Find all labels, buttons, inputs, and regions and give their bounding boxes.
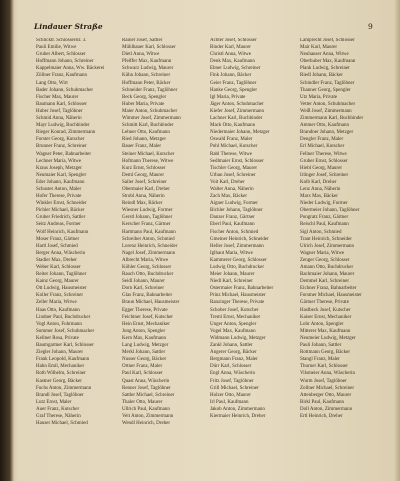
directory-entry: Engl Anna, Wäscherin [210, 371, 256, 377]
directory-entry: Doll Anton, Zimmermann [300, 406, 353, 412]
directory-entry: Eberl Paul, Kaufmann [210, 222, 255, 228]
directory-entry: Lamprecht Josef, Schlosser [300, 38, 355, 43]
directory-entry: Baumann Karl, Schlosser [36, 101, 87, 107]
directory-entry: Kiermaier Heinrich, Dreher [210, 413, 266, 419]
directory-entry: Plank Ludwig, Schreiner [300, 66, 350, 72]
directory-entry: Mitterer Max, Kaufmann [300, 328, 351, 334]
directory-entry: Riedl Johann, Bäcker [300, 73, 343, 79]
directory-entry: Schmid Anna, Näherin [36, 116, 82, 122]
directory-entry: Ranzinger Therese, Private [210, 300, 265, 306]
directory-entry: Hanke Georg, Spengler [210, 87, 257, 93]
directory-entry: Brandl Josef, Taglöhner [36, 392, 84, 398]
directory-entry: Berger Anna, Wäscherin [36, 250, 86, 256]
directory-entry: Angerer Georg, Bäcker [210, 350, 257, 356]
directory-entry: Geier Franz, Taglöhner [210, 80, 257, 86]
directory-entry: Mühlbauer Karl, Schlosser [122, 45, 176, 51]
directory-entry: Hoffmann Peter, Bäcker [122, 80, 171, 86]
directory-entry: Bachmaier Johann, Maurer [300, 272, 355, 278]
directory-entry: Oswald Franz, Maler [210, 137, 253, 143]
directory-entry: Kraus Joseph, Metzger [36, 165, 82, 171]
directory-entry: Nusser Georg, Bäcker [122, 357, 167, 363]
directory-column-4 [300, 38, 386, 474]
directory-entry: Forstner Michael, Hausmeister [300, 293, 362, 299]
directory-entry: Hahn Emil, Mechaniker [36, 364, 85, 370]
directory-entry: Denk Max, Kaufmann [210, 59, 255, 65]
directory-entry: Lang Otto, Wirt [36, 80, 68, 86]
directory-entry: Erl Michael, Kutscher [300, 144, 345, 150]
directory-entry: Voit Karl, Dreher [210, 179, 245, 185]
directory-entry: Feichtner Josef, Kutscher [122, 314, 173, 320]
directory-entry: Gruber Albert, Schlosser [36, 52, 86, 58]
directory-entry: Grill Michael, Schreiner [210, 385, 259, 391]
directory-entry: Neuhauser Anna, Witwe [300, 52, 349, 58]
directory-entry: Lechner Maria, Witwe [36, 158, 82, 164]
directory-entry: Forster Georg, Kutscher [36, 137, 85, 143]
directory-entry: Lorenz Heinrich, Schneider [122, 243, 178, 249]
directory-entry: Dorn Karl, Schreiner [122, 286, 165, 292]
directory-entry: Kurz Ernst, Schlosser [122, 165, 166, 171]
directory-entry: Vogel Max, Kaufmann [210, 328, 256, 334]
directory-entry: Danzer Franz, Gärtner [210, 215, 255, 221]
directory-entry: Hartl Josef, Schmied [36, 243, 78, 249]
directory-entry: Beck Georg, Spengler [122, 94, 167, 100]
directory-entry: Marx Max, Bäcker [300, 194, 338, 200]
directory-entry: Ludwig Otto, Buchdrucker [210, 265, 265, 270]
directory-entry: Schneider Franz, Taglöhner [122, 87, 178, 93]
directory-entry: Hiebl Georg, Maurer [300, 165, 342, 171]
directory-entry: Fischer Anton, Schmied [210, 229, 259, 235]
directory-entry: Meier Johann, Maurer [210, 272, 255, 278]
directory-entry: Holzer Otto, Maurer [210, 392, 251, 398]
directory-entry: Zach Max, Bäcker [210, 194, 248, 200]
directory-entry: Obermaier Karl, Dreher [122, 186, 170, 192]
directory-entry: Kainz Georg, Maurer [36, 279, 79, 285]
directory-entry: Dengler Franz, Maler [300, 137, 344, 143]
directory-entry: Kammerer Georg, Schlosser [210, 257, 267, 263]
directory-entry: Thurner Karl, Schlosser [300, 364, 348, 370]
directory-entry: Schreiber Anton, Schmied [122, 236, 175, 242]
directory-entry: Prinz Michael, Hausmeister [210, 293, 266, 299]
directory-entry: Reiter Johann, Taglöhner [36, 272, 87, 278]
directory-entry: Bader Johann, Schuhmacher [36, 87, 94, 93]
directory-entry: Eder Johann, Kaufmann [36, 179, 85, 185]
directory-entry: Obermeier Johann, Taglöhner [300, 208, 360, 214]
directory-entry: Hartmann Paul, Kaufmann [122, 229, 176, 235]
directory-entry: Hauser Michael, Schmied [36, 421, 88, 427]
page-number: 9 [368, 22, 373, 31]
directory-entry: Baumgartner Karl, Schlosser [36, 343, 94, 349]
directory-entry: Lohr Anton, Spengler [300, 321, 344, 327]
directory-entry: Rauch Otto, Buchdrucker [122, 272, 174, 278]
directory-entry: Maier Anton, Schuhmacher [122, 108, 178, 114]
directory-entry: Rieger Konrad, Zimmermann [36, 130, 96, 136]
directory-entry: Igl Maria, Private [210, 94, 246, 100]
directory-entry: Huber Maria, Private [122, 101, 165, 107]
directory-entry: Gmeiner Heinrich, Schneider [210, 236, 269, 242]
directory-entry: Dürr Karl, Schlosser [210, 364, 252, 370]
directory-entry: Kern Max, Kaufmann [122, 335, 167, 341]
directory-entry: Eichner Franz, Bahnarbeiter [300, 286, 357, 292]
directory-entry: Iglhaut Maria, Witwe [210, 250, 253, 256]
directory-entry: Nagel Josef, Zimmermann [122, 250, 176, 256]
directory-entry: Frank Leopold, Kaufmann [36, 357, 90, 363]
directory-entry: Rottmann Georg, Bäcker [300, 350, 351, 356]
directory-entry: Lehner Otto, Kaufmann [122, 130, 170, 136]
directory-entry: Gruber Ernst, Schlosser [300, 158, 348, 164]
directory-entry: Schwarz Ludwig, Maurer [122, 66, 174, 72]
directory-entry: Attenberger Otto, Maurer [300, 392, 352, 398]
directory-entry: Oberhuber Max, Kaufmann [300, 59, 356, 65]
directory-entry: Christl Anna, Witwe [210, 52, 251, 58]
directory-entry: Niedl Karl, Schreiner [210, 279, 253, 285]
directory-entry: Nieder Ludwig, Former [300, 201, 348, 207]
directory-entry: Mack Otto, Kaufmann [210, 123, 256, 129]
directory-column-3 [210, 38, 294, 474]
directory-entry: Reischl Paul, Kaufmann [300, 222, 349, 228]
directory-entry: Vilsmeier Anna, Wäscherin [300, 371, 356, 377]
directory-entry: Fuchs Anton, Zimmermann [36, 385, 92, 391]
directory-entry: Ebner Ludwig, Schreiner [210, 66, 261, 72]
book-spine [0, 0, 14, 481]
directory-entry: Brandner Johann, Metzger [300, 130, 354, 136]
directory-entry: Pfeiffer Max, Kaufmann [122, 59, 172, 65]
directory-entry: Aigner Ludwig, Former [210, 201, 258, 207]
directory-entry: Kellner Rosa, Private [36, 335, 79, 341]
directory-entry: Quast Anna, Wäscherin [122, 378, 170, 384]
directory-entry: Schindler Franz, Taglöhner [300, 80, 355, 86]
directory-entry: Hein Ernst, Mechaniker [122, 321, 170, 327]
directory-entry: Seitz Andreas, Former [36, 222, 81, 228]
page-edge [394, 0, 400, 481]
directory-entry: Lang Ludwig, Metzger [122, 343, 169, 349]
directory-entry: Zenger Georg, Schlosser [300, 257, 350, 263]
directory-entry: Wurm Josef, Taglöhner [300, 378, 347, 384]
directory-entry: Steiner Michael, Kutscher [122, 151, 175, 157]
directory-entry: Kühn Johann, Schreiner [122, 73, 171, 79]
directory-entry: Heller Josef, Zimmermann [210, 243, 264, 249]
directory-entry: Sailer Josef, Schreiner [122, 179, 167, 185]
directory-entry: Zimmermann Karl, Buchbinder [300, 116, 364, 122]
directory-entry: Stangl Franz, Maler [300, 357, 340, 363]
directory-entry: Bichler Johann, Taglöhner [210, 208, 263, 214]
directory-entry: Fellner Therese, Witwe [300, 151, 347, 157]
directory-entry: Lindner Paul, Buchdrucker [36, 314, 91, 320]
directory-entry: Ertl Heinrich, Dreher [300, 413, 343, 419]
directory-entry: Haas Otto, Kaufmann [36, 307, 80, 313]
directory-entry: Wiesner Ludwig, Former [122, 208, 173, 214]
directory-entry: Roth Wilhelm, Schreiner [36, 371, 86, 377]
directory-entry: Demmel Karl, Schreiner [300, 279, 350, 285]
directory-entry: Pohl Michael, Kutscher [210, 144, 258, 150]
directory-entry: Weber Karl, Schlosser [36, 265, 81, 270]
directory-entry: Schmitt Karl, Buchbinder [122, 123, 174, 129]
directory-entry: Albrecht Maria, Witwe [122, 257, 169, 263]
directory-entry: Fritz Josef, Taglöhner [210, 378, 254, 384]
directory-entry: Schlicktr. Schlosserstr. 3. [36, 38, 87, 43]
directory-entry: Unger Anton, Spengler [210, 321, 257, 327]
directory-entry: Braun Michael, Hausmeister [122, 300, 180, 306]
directory-entry: Ullrich Paul, Kaufmann [122, 406, 170, 412]
directory-entry: Ortner Franz, Maler [122, 364, 163, 370]
directory-column-2 [122, 38, 206, 474]
directory-entry: Lutz Ernst, Maler [36, 399, 72, 405]
directory-entry: Winkler Ernst, Schneider [36, 201, 87, 207]
directory-entry: Walter Anna, Näherin [210, 186, 254, 192]
directory-entry: Wagner Peter, Bahnarbeiter [36, 151, 92, 157]
directory-entry: Binder Karl, Maurer [210, 45, 251, 51]
directory-entry: Koller Franz, Schreiner [36, 293, 84, 299]
directory-entry: Haslbeck Josef, Kutscher [300, 307, 351, 313]
directory-entry: Schuster Anton, Maler [36, 186, 82, 192]
directory-entry: Ried Johann, Metzger [122, 137, 167, 143]
running-head: Lindauer Straße [34, 22, 103, 31]
directory-entry: Jäger Anton, Schuhmacher [210, 101, 264, 107]
directory-entry: Hoffmann Johann, Schreiner [36, 59, 94, 65]
directory-entry: Fischer Max, Maurer [36, 94, 79, 100]
directory-entry: Kerscher Franz, Gärtner [122, 222, 171, 228]
directory-entry: Neumeier Ludwig, Metzger [300, 335, 356, 341]
directory-entry: Wendl Heinrich, Dreher [122, 421, 171, 427]
directory-entry: Gerstl Johann, Taglöhner [122, 215, 173, 221]
directory-entry: Mayr Ludwig, Buchbinder [36, 123, 90, 129]
directory-entry: Brunner Franz, Schreiner [36, 144, 87, 150]
directory-entry: Weiß Josef, Zimmermann [300, 108, 352, 114]
directory-entry: Ziegler Johann, Maurer [36, 350, 84, 356]
directory-entry: Neumaier Karl, Spengler [36, 172, 87, 178]
directory-entry: Moser Franz, Gärtner [36, 236, 80, 242]
directory-entry: Vogl Anton, Fuhrmann [36, 321, 82, 327]
directory-entry: Irlinger Josef, Schreiner [300, 172, 349, 178]
directory-entry: Kolb Karl, Dreher [300, 179, 337, 185]
directory-entry: Sattler Michael, Schreiner [122, 392, 175, 398]
directory-entry: Sommer Josef, Schuhmacher [36, 328, 95, 334]
directory-entry: Huber Josef, Taglöhner [36, 108, 83, 114]
directory-entry: Irl Paul, Kaufmann [210, 399, 249, 405]
directory-entry: Schober Josef, Kutscher [210, 307, 259, 313]
directory-entry: Utz Maria, Private [300, 94, 338, 100]
directory-entry: Vetter Anton, Schuhmacher [300, 101, 356, 107]
directory-entry: Lenz Anna, Näherin [300, 186, 341, 192]
directory-column-1 [36, 38, 120, 474]
directory-entry: Thaler Otto, Maurer [122, 399, 163, 405]
directory-entry: Pauli Emilie, Witwe [36, 45, 77, 51]
directory-entry: Zankl Johann, Sattler [210, 343, 253, 349]
directory-entry: Fink Johann, Bäcker [210, 73, 252, 79]
directory-entry: Amann Otto, Buchdrucker [300, 265, 354, 270]
directory-entry: Zeller Maria, Witwe [36, 300, 77, 306]
directory-entry: Jung Anton, Spengler [122, 328, 166, 334]
directory-entry: Rabl Therese, Witwe [210, 151, 252, 157]
directory-entry: Zöllner Franz, Kaufmann [36, 73, 87, 79]
directory-entry: Kaiser Ernst, Mechaniker [300, 314, 352, 320]
directory-entry: Merkl Johann, Sattler [122, 350, 166, 356]
directory-entry: Stadler Max, Dreher [36, 257, 77, 263]
directory-entry: Deml Georg, Maurer [122, 172, 164, 178]
directory-entry: Treml Ernst, Mechaniker [210, 314, 261, 320]
directory-entry: Reindl Max, Bäcker [122, 201, 163, 207]
directory-entry: Paul Karl, Schlosser [122, 371, 163, 377]
directory-entry: Hofer Therese, Private [36, 194, 82, 200]
directory-entry: Renner Josef, Taglöhner [122, 385, 171, 391]
directory-entry: Wimmer Josef, Zimmermann [122, 116, 181, 122]
directory-entry: Urban Josef, Schreiner [210, 172, 256, 178]
directory-entry: Ulrich Josef, Zimmermann [300, 243, 355, 249]
directory-entry: Achter Josef, Schlosser [210, 38, 257, 43]
directory-entry: Niedermaier Johann, Metzger [210, 130, 270, 136]
directory-entry: Tischler Georg, Maurer [210, 165, 258, 171]
directory-entry: Thanner Georg, Spengler [300, 87, 351, 93]
directory-entry: Bauer Franz, Maler [122, 144, 162, 150]
directory-entry: Kappelmaier Anna, Ww. Bäckerei [36, 66, 105, 72]
directory-entry: Wagner Maria, Witwe [300, 250, 345, 256]
directory-entry: Kiefer Josef, Zimmermann [210, 108, 265, 114]
directory-entry: Gruber Friedrich, Sattler [36, 215, 86, 221]
directory-entry: Jakob Anton, Zimmermann [210, 406, 265, 412]
directory-entry: Traut Heinrich, Schneider [300, 236, 352, 242]
directory-entry: Strobl Anna, Näherin [122, 194, 165, 200]
directory-entry: Zollner Michael, Schreiner [300, 385, 355, 391]
directory-entry: Ammer Otto, Kaufmann [300, 123, 350, 129]
directory-entry: Graf Therese, Näherin [36, 413, 81, 419]
directory-entry: Seidl Johann, Maurer [122, 279, 165, 285]
directory-entry: Pauli Johann, Sattler [300, 343, 342, 349]
directory-entry: Kastner Georg, Bäcker [36, 378, 82, 384]
directory-entry: Veit Anton, Zimmermann [122, 413, 174, 419]
directory-entry: Ott Ludwig, Hausmeister [36, 286, 87, 292]
directory-entry: Birkl Paul, Kaufmann [300, 399, 345, 405]
directory-entry: Rainer Josef, Sattler [122, 38, 163, 43]
directory-entry: Dietl Anna, Witwe [122, 52, 160, 58]
directory-entry: Ostermaier Franz, Bahnarbeiter [210, 286, 274, 292]
directory-entry: Egger Therese, Private [122, 307, 168, 313]
directory-entry: Pichler Michael, Bäcker [36, 208, 85, 214]
directory-entry: Köhler Georg, Schlosser [122, 265, 172, 270]
directory-entry: Lachner Karl, Buchbinder [210, 116, 263, 122]
directory-entry: Pongratz Franz, Gärtner [300, 215, 349, 221]
directory-entry: Widmann Ludwig, Metzger [210, 335, 266, 341]
directory-entry: Glas Franz, Bahnarbeiter [122, 293, 173, 299]
directory-entry: Wolf Heinrich, Kaufmann [36, 229, 89, 235]
directory-entry: Hofmann Therese, Witwe [122, 158, 174, 164]
directory-entry: Sedlmaier Ernst, Schlosser [210, 158, 264, 164]
directory-entry: Auer Franz, Kutscher [36, 406, 80, 412]
directory-entry: Bergmann Franz, Maler [210, 357, 258, 363]
directory-entry: Sigl Anton, Schmied [300, 229, 342, 235]
directory-entry: Mair Karl, Maurer [300, 45, 338, 51]
directory-entry: Gärtner Therese, Private [300, 300, 349, 306]
